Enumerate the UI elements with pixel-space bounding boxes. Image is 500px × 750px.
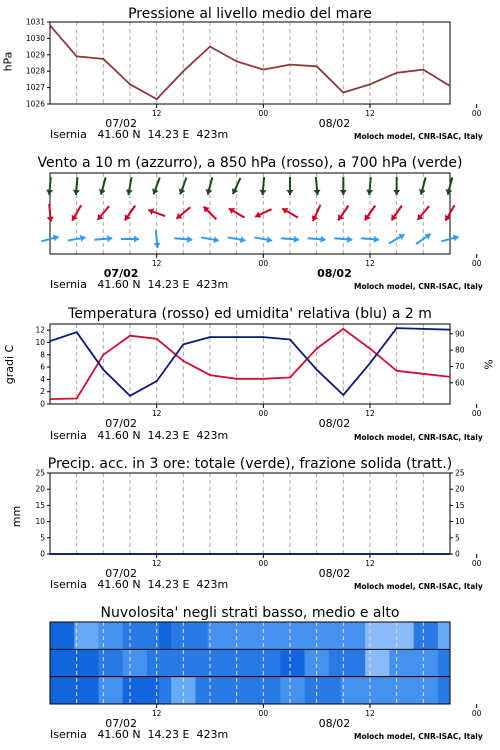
cloud-cell-alto [183,622,196,649]
y-tick-label: 1026 [25,99,45,109]
y-tick-label-right: 90 [455,329,465,339]
cloud-cell-alto [208,622,221,649]
cloud-cell-basso [365,677,378,704]
cloud-cell-alto [123,622,136,649]
model-credit: Moloch model, CNR-ISAC, Italy [354,732,483,741]
cloud-cell-alto [365,622,378,649]
x-tick-label: 00 [471,109,482,118]
precipitation-title: Precip. acc. in 3 ore: totale (verde), frazione solida (tratt.) [47,456,453,472]
cloud-cell-medio [244,649,257,676]
cloud-cell-medio [147,649,160,676]
x-tick-label: 12 [365,409,375,418]
cloud-cell-alto [232,622,245,649]
x-tick-label: 12 [151,709,162,718]
location-label: Isernia 41.60 N 14.23 E 423m [50,128,229,141]
x-tick-label: 00 [471,709,482,718]
y-tick-label-right: 5 [455,533,460,543]
cloud-cell-alto [86,622,99,649]
cloud-cell-medio [98,649,111,676]
cloud-cell-alto [292,622,305,649]
x-tick-label: 12 [365,109,375,118]
cloud-cell-basso [426,677,439,704]
y-tick-label: 6 [40,362,45,372]
cloud-cell-basso [256,677,269,704]
cloud-cell-alto [414,622,427,649]
y-tick-label: 10 [35,337,45,347]
cloud-cell-basso [232,677,245,704]
cloud-cell-medio [232,649,245,676]
cloud-cell-medio [377,649,390,676]
cloud-cell-alto [159,622,172,649]
y-tick-label: 12 [35,325,45,335]
date-label: 07/02 [103,267,139,280]
cloud-cell-basso [171,677,184,704]
y-tick-label-right: 10 [455,517,465,527]
cloud-cell-alto [389,622,402,649]
y-tick-label: 5 [40,533,45,543]
cloud-cell-basso [62,677,75,704]
cloud-cell-alto [135,622,148,649]
cloud-cell-medio [62,649,75,676]
y-tick-label-right: 80 [455,345,465,355]
location-label: Isernia 41.60 N 14.23 E 423m [50,728,229,741]
y-tick-label: 15 [35,500,45,510]
y-tick-label: 8 [40,350,45,360]
cloud-cell-alto [305,622,318,649]
wind-title: Vento a 10 m (azzurro), a 850 hPa (rosso), a 700 hPa (verde) [37,155,463,171]
date-label: 08/02 [318,717,351,730]
cloud-cell-medio [50,649,63,676]
y-tick-label: 1031 [25,17,45,27]
cloud-cell-alto [438,622,451,649]
cloud-cell-basso [135,677,148,704]
cloud-cell-alto [280,622,293,649]
cloud-cell-alto [74,622,87,649]
cloud-cell-basso [159,677,172,704]
cloud-cell-alto [341,622,354,649]
cloud-cell-alto [256,622,269,649]
cloud-cell-medio [195,649,208,676]
cloud-cell-medio [183,649,196,676]
cloud-cell-medio [365,649,378,676]
y-tick-label-right: 20 [455,484,465,494]
cloud-cell-basso [402,677,415,704]
pressure-title: Pressione al livello medio del mare [128,6,372,22]
location-label: Isernia 41.60 N 14.23 E 423m [50,429,229,442]
y-tick-label: 1030 [25,33,45,43]
date-label: 08/02 [317,267,352,280]
cloud-cell-alto [98,622,111,649]
cloud-cell-medio [74,649,87,676]
cloud-cell-basso [86,677,99,704]
x-tick-label: 00 [258,709,269,718]
cloud-cell-medio [329,649,342,676]
y-tick-label-right: 25 [455,468,465,478]
cloud-title: Nuvolosita' negli strati basso, medio e alto [100,605,400,621]
cloud-cell-alto [244,622,257,649]
y-tick-label-right: 70 [455,361,465,371]
model-credit: Moloch model, CNR-ISAC, Italy [354,132,483,141]
cloud-cell-medio [208,649,221,676]
cloud-cell-basso [220,677,233,704]
cloud-cell-alto [62,622,75,649]
x-tick-label: 00 [471,559,482,568]
cloud-cell-medio [305,649,318,676]
temperature-ylabel: gradi C [3,344,17,385]
cloud-cell-alto [402,622,415,649]
cloud-cell-basso [183,677,196,704]
x-tick-label: 12 [151,109,162,118]
x-tick-label: 00 [471,259,482,268]
cloud-cell-medio [111,649,124,676]
cloud-cell-basso [377,677,390,704]
y-tick-label: 1027 [25,83,45,93]
date-label: 08/02 [318,417,351,430]
x-tick-label: 12 [151,259,162,268]
x-tick-label: 00 [258,559,269,568]
cloud-cell-alto [171,622,184,649]
cloud-cell-medio [280,649,293,676]
cloud-cell-medio [256,649,269,676]
cloud-cell-basso [147,677,160,704]
date-label: 08/02 [318,567,351,580]
x-tick-label: 00 [258,259,269,268]
cloud-cell-medio [86,649,99,676]
cloud-cell-basso [438,677,451,704]
temperature-title: Temperatura (rosso) ed umidita' relativa (blu) a 2 m [68,306,432,322]
y-tick-label: 10 [35,517,45,527]
cloud-cell-medio [317,649,330,676]
date-label: 07/02 [105,717,137,730]
cloud-cell-alto [147,622,160,649]
y-tick-label: 1029 [25,50,45,60]
cloud-cell-medio [123,649,136,676]
cloud-cell-medio [220,649,233,676]
cloud-cell-medio [171,649,184,676]
cloud-cell-medio [292,649,305,676]
cloud-cell-basso [341,677,354,704]
cloud-cell-medio [438,649,451,676]
cloud-cell-basso [74,677,87,704]
cloud-cell-basso [292,677,305,704]
cloud-cell-medio [389,649,402,676]
cloud-cell-basso [329,677,342,704]
cloud-cell-basso [268,677,281,704]
cloud-cell-basso [208,677,221,704]
date-label: 07/02 [105,417,137,430]
x-tick-label: 00 [258,409,269,418]
cloud-cell-basso [389,677,402,704]
date-label: 07/02 [105,117,137,130]
cloud-cell-alto [220,622,233,649]
cloud-cell-alto [268,622,281,649]
cloud-cell-basso [244,677,257,704]
location-label: Isernia 41.60 N 14.23 E 423m [50,278,229,291]
precipitation-ylabel: mm [10,505,24,528]
cloud-cell-alto [329,622,342,649]
cloud-cell-basso [50,677,63,704]
x-tick-label: 12 [151,559,162,568]
cloud-cell-basso [98,677,111,704]
cloud-cell-basso [123,677,136,704]
x-tick-label: 12 [365,259,375,268]
x-tick-label: 00 [258,109,269,118]
date-label: 08/02 [318,117,351,130]
cloud-cell-medio [268,649,281,676]
y-tick-label-right: 60 [455,378,465,388]
cloud-cell-medio [414,649,427,676]
cloud-cell-medio [135,649,148,676]
pressure-ylabel: hPa [1,51,15,72]
cloud-cell-alto [195,622,208,649]
cloud-cell-basso [280,677,293,704]
y-tick-label: 0 [40,399,45,409]
cloud-cell-alto [426,622,439,649]
cloud-cell-basso [353,677,366,704]
y-tick-label-right: 0 [455,549,460,559]
location-label: Isernia 41.60 N 14.23 E 423m [50,578,229,591]
y-tick-label: 20 [35,484,45,494]
y-tick-label: 4 [40,374,45,384]
x-tick-label: 12 [365,559,375,568]
x-tick-label: 12 [151,409,162,418]
x-tick-label: 00 [471,409,482,418]
cloud-cell-medio [159,649,172,676]
cloud-cell-alto [353,622,366,649]
cloud-cell-basso [414,677,427,704]
model-credit: Moloch model, CNR-ISAC, Italy [354,282,483,291]
cloud-cell-basso [305,677,318,704]
cloud-cell-medio [341,649,354,676]
model-credit: Moloch model, CNR-ISAC, Italy [354,582,483,591]
humidity-ylabel: % [482,359,496,370]
model-credit: Moloch model, CNR-ISAC, Italy [354,433,483,442]
x-tick-label: 12 [365,709,375,718]
cloud-cell-medio [402,649,415,676]
cloud-cell-basso [317,677,330,704]
y-tick-label: 25 [35,468,45,478]
y-tick-label: 0 [40,549,45,559]
cloud-cell-medio [426,649,439,676]
y-tick-label-right: 15 [455,500,465,510]
date-label: 07/02 [105,567,137,580]
y-tick-label: 2 [40,387,45,397]
cloud-cell-alto [317,622,330,649]
cloud-cell-basso [111,677,124,704]
cloud-cell-basso [195,677,208,704]
cloud-cell-medio [353,649,366,676]
cloud-cell-alto [111,622,124,649]
y-tick-label: 1028 [25,66,45,76]
cloud-cell-alto [50,622,63,649]
cloud-cell-alto [377,622,390,649]
